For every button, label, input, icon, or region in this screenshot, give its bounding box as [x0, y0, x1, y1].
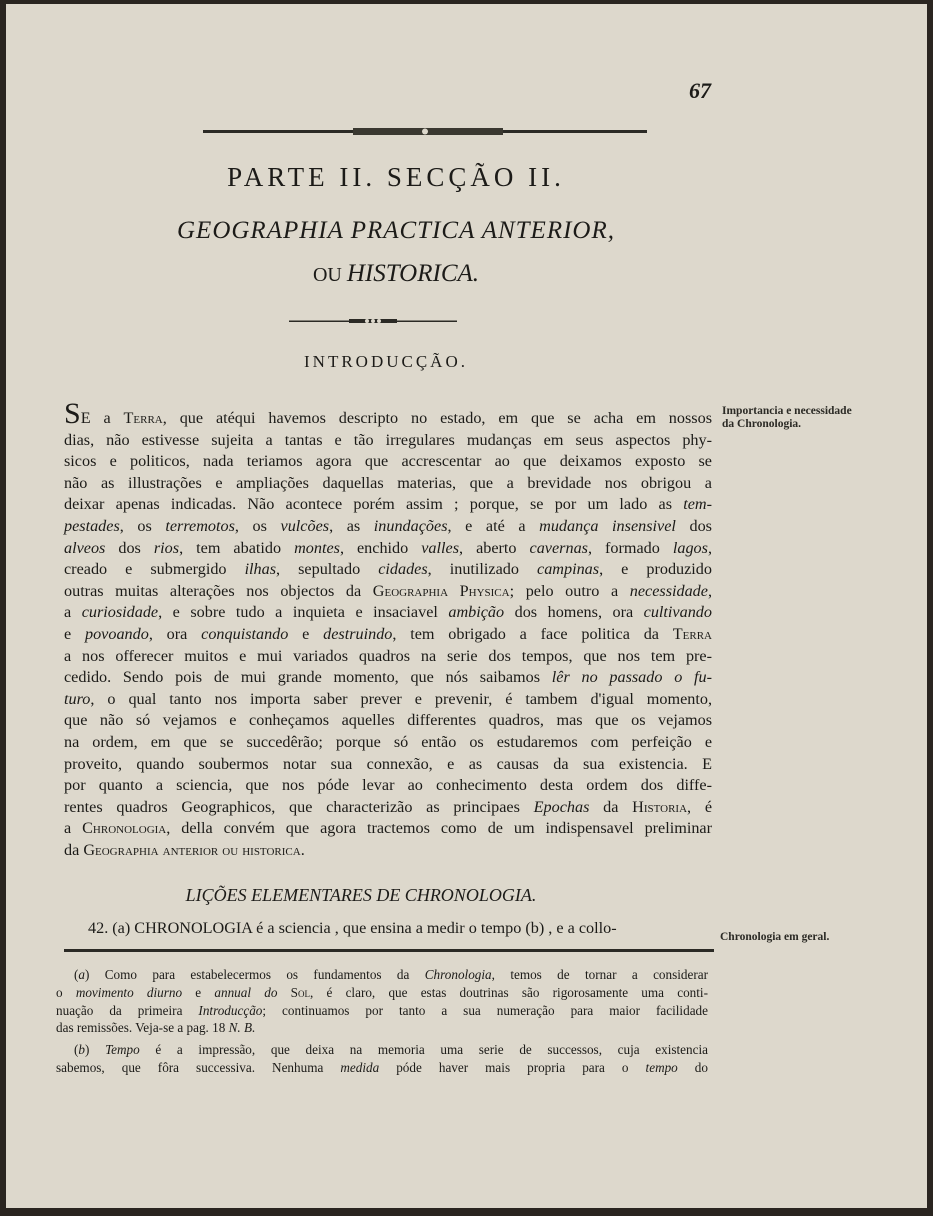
- section-subtitle-2: [6, 260, 786, 288]
- introduction-heading: INTRODUCÇÃO.: [304, 352, 468, 371]
- subtitle-main: HISTORICA.: [346, 260, 480, 287]
- paragraph-42: [88, 919, 712, 938]
- part-title: PARTE II. SECÇÃO II.: [227, 162, 565, 192]
- ornamental-rule-middle: [289, 318, 457, 324]
- introduction-body: SE a Terra, que atéqui havemos descripto no estado, em que se acha em nossos dias, não estivesse sujeita a tantas e tão irregulares mudanças em seus aspectos phy- sicos e politicos, nada teriamos agora que accrescentar ao que deixamos exposto se não as illustrações e ampliações daquellas materias, que a brevidade nos obrigou a deixar apenas indicadas. Não acontece porém assim ; porque, se por um lado as tem- pestades, os terremotos, os vulcões, as inundações, e até a mudança insensivel dos alveos dos rios, tem abatido montes, enchido valles, aberto cavernas, formado lagos, creado e submergido ilhas, sepultado cidades, inutilizado campinas, e produzido outras muitas alterações nos objectos da Geographia Physica; pelo outro a necessidade, a curiosidade, e sobre tudo a inquieta e insaciavel ambição dos homens, ora cultivando e povoando, ora conquistando e destruindo, tem obrigado a face politica da Terra a nos offerecer muitos e mui variados quadros na serie dos tempos, que nos tem pre- cedido. Sendo pois de mui grande momento, que nós saibamos lêr no passado o fu- turo, o qual tanto nos importa saber prever e prevenir, é tambem d'igual momento, que não só vejamos e conheçamos aquelles differentes quadros, mas que os vejamos na ordem, em que se succedêrão; porque só então os estudaremos com perfeição e proveito, quando soubermos notar sua connexão, e as causas da sua existencia. E por quanto a sciencia, que nos póde levar ao conhecimento desta ordem dos diffe- rentes quadros Geographicos, que characterizão as principaes Epochas da Historia, é a Chronologia, della convém que agora tractemos como de um indispensavel preliminar da Geographia anterior ou historica.: [64, 397, 713, 859]
- lesson-heading: LIÇÕES ELEMENTARES DE CHRONOLOGIA.: [185, 885, 537, 905]
- ornamental-rule-top: [203, 128, 647, 135]
- section-subtitle: GEOGRAPHIA PRACTICA ANTERIOR,: [177, 217, 615, 244]
- footnote-divider: [64, 949, 714, 952]
- margin-note-importance: Importancia e necessidade da Chronologia.: [722, 405, 852, 430]
- page-number: 67: [689, 78, 711, 103]
- footnotes: (a) Como para estabelecermos os fundamentos da Chronologia, temos de tornar a considerar o movimento diurno e annual do Sol, é claro, que estas doutrinas são rigorosamente uma conti- nuação da primeira Introducção; continuamos por tanto a sua numeração para maior facilidade das remissões. Veja-se a pag. 18 N. B. (b) Tempo é a impressão, que deixa na memoria uma serie de successos, cuja existencia sabemos, que fôra successiva. Nenhuma medida póde haver mais propria para o tempo do: [56, 967, 708, 1075]
- margin-note-chronology: Chronologia em geral.: [720, 931, 830, 943]
- paragraph-number: 42.: [88, 919, 109, 937]
- paragraph-text: (a) CHRONOLOGIA é a sciencia , que ensina a medir o tempo (b) , e a collo-: [112, 919, 617, 937]
- subtitle-prefix: OU: [312, 264, 342, 286]
- document-page: [6, 4, 927, 1208]
